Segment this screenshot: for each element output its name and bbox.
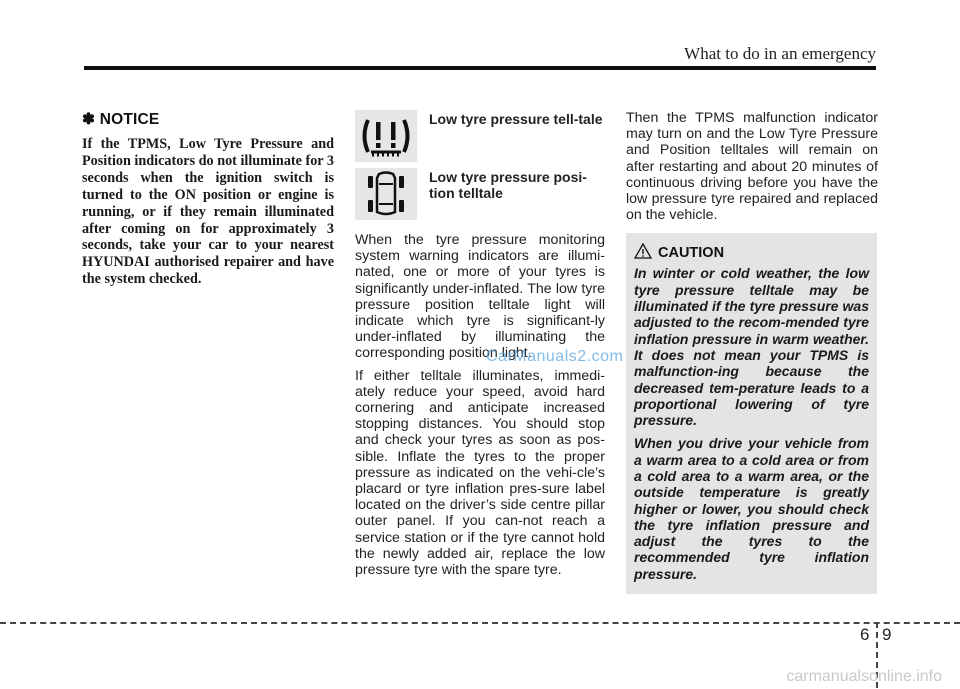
telltale-low-pressure: [355, 110, 605, 166]
low-tyre-pressure-label: Low tyre pressure tell-tale: [429, 111, 603, 127]
caution-title-row: [634, 243, 869, 263]
watermark-text: CarManuals2.com: [486, 348, 624, 365]
notice-heading: ✽ NOTICE: [82, 111, 160, 128]
footer-dashed-rule: [0, 622, 960, 624]
notice-column: [82, 110, 334, 288]
caution-paragraph-cold: In winter or cold weather, the low tyre pressure telltale may be illuminated if the tyre pressure was adjusted to the recom-mended tyre inflation pressure in warm weather. It does not mean your TPMS is malfunction-ing because the decreased tem-perature leads to a proportional lowering of tyre pressure.: [634, 265, 869, 429]
caution-title: CAUTION: [658, 245, 725, 262]
header-rule: [84, 66, 876, 70]
right-column: [626, 110, 878, 594]
caution-paragraph-temperature: When you drive your vehicle from a warm area to a cold area or from a cold area to a warm area, or the outside temperature is greatly higher or lower, you should check the tyre inflation pressure and adjust the tyres to the recommended tyre inflation pressure.: [634, 435, 869, 582]
telltale-instructions: If either telltale illuminates, immedi-ately reduce your speed, avoid hard cornering and anticipate increased stopping distances. You should stop and check your tyres as soon as pos-sible. Inflate the tyres to the proper pressure as indicated on the vehi-cle’s placard or tyre inflation pres-sure label located on the driver’s side centre pillar outer panel. If you can-not reach a service station or if the tyre cannot hold the newly added air, replace the low pressure tyre with the spare tyre.: [355, 367, 605, 579]
telltale-explanation: When the tyre pressure monitoring system warning indicators are illumi-nated, one or more of your tyres is significantly under-inflated. The low tyre pressure position telltale light will indicate which tyre is significant-ly under-inflated by illuminating the corresponding position light.: [355, 232, 605, 362]
telltale-position: [355, 168, 605, 224]
malfunction-paragraph: Then the TPMS malfunction indicator may turn on and the Low Tyre Pressure and Position telltales will remain on after restarting and about 20 minutes of continuous driving before you have the low pressure tyre repaired and replaced on the vehicle.: [626, 110, 878, 224]
footer-watermark: carmanualsonline.info: [786, 668, 942, 685]
page-number: 9: [882, 625, 892, 644]
notice-text: If the TPMS, Low Tyre Pressure and Position indicators do not illuminate for 3 seconds when the ignition switch is turned to the ON position or engine is running, or if they remain illuminated after coming on for approximately 3 seconds, take your car to your nearest HYUNDAI authorised repairer and have the system checked.: [82, 136, 334, 288]
section-number: 6: [860, 625, 870, 644]
tyre-position-label: Low tyre pressure posi-tion telltale: [429, 169, 587, 201]
page-header-title: What to do in an emergency: [684, 44, 876, 63]
caution-box: [626, 233, 877, 594]
warning-triangle-icon: [634, 243, 652, 263]
tyre-position-icon: [355, 168, 417, 220]
low-tyre-pressure-icon: [355, 110, 417, 162]
